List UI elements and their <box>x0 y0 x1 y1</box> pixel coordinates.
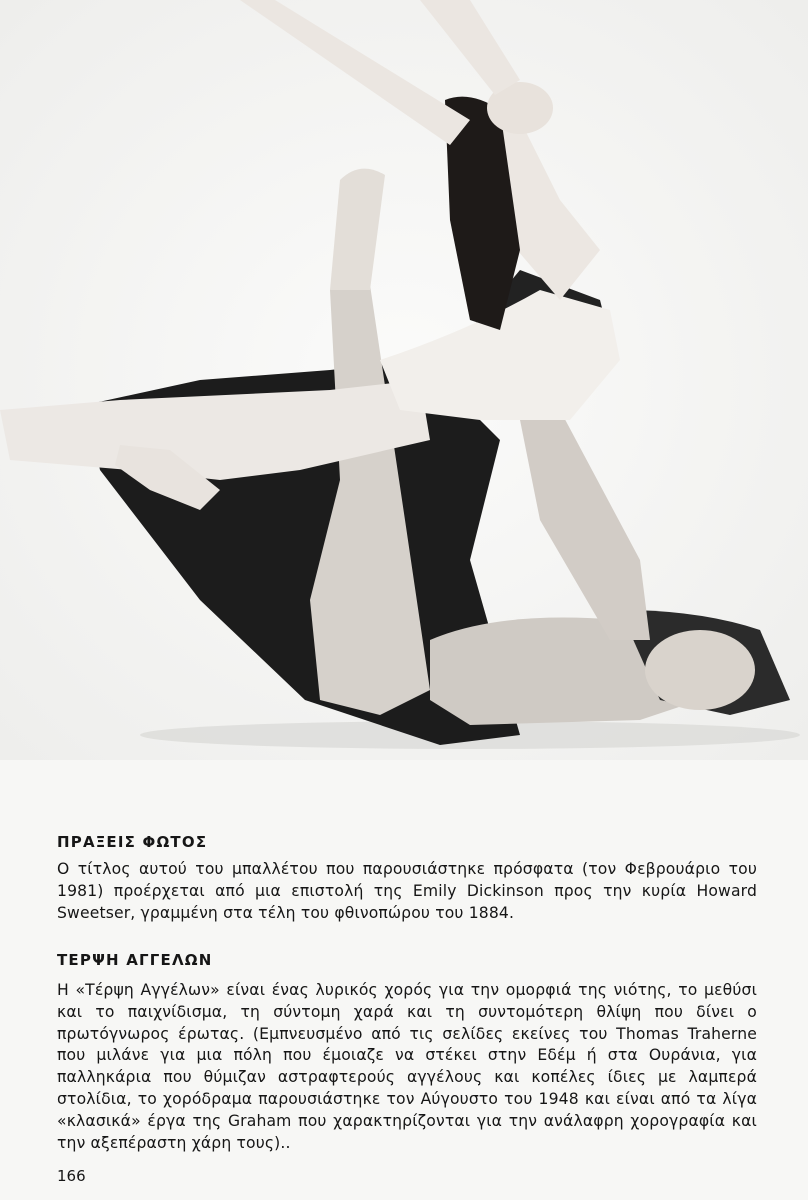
section-title-terpsi-aggelon: ΤΕΡΨΗ ΑΓΓΕΛΩΝ <box>57 951 213 969</box>
section-title-praxeis-fotos: ΠΡΑΞΕΙΣ ΦΩΤΟΣ <box>57 833 208 851</box>
page-number: 166 <box>57 1167 86 1185</box>
section-paragraph-terpsi-aggelon: Η «Τέρψη Αγγέλων» είναι ένας λυρικός χορός για την ομορφιά της νιότης, το μεθύσι και το παιχνίδισμα, τη σύντομη χαρά και τη συντομότερη θλίψη που δίνει ο πρωτόγνωρος έρωτας. (Εμπνευσμένο από τις σελίδες εκείνες του Thomas Traherne που μιλάνε για μια πόλη που έμοιαζε να στέκει στην Εδέμ ή στα Ουράνια, για παλληκάρια που θύμιζαν αστραφτερούς αγγέλους και κοπέλες ίδιες με λαμπερά στολίδια, το χορόδραμα παρουσιάστηκε τον Αύγουστο του 1948 και είναι από τα λίγα «κλασικά» έργα της Graham που χαρακτηρίζονται για την ανάλαφρη χορογραφία και την αξεπέραστη χάρη τους).. <box>57 981 757 1152</box>
section-paragraph-praxeis-fotos: Ο τίτλος αυτού του μπαλλέτου που παρουσιάστηκε πρόσφατα (τον Φεβρουάριο του 1981) προέρχεται από μια επιστολή της Emily Dickinson προς την κυρία Howard Sweetser, γραμμένη στα τέλη του φθινοπώρου του 1884. <box>57 860 757 922</box>
